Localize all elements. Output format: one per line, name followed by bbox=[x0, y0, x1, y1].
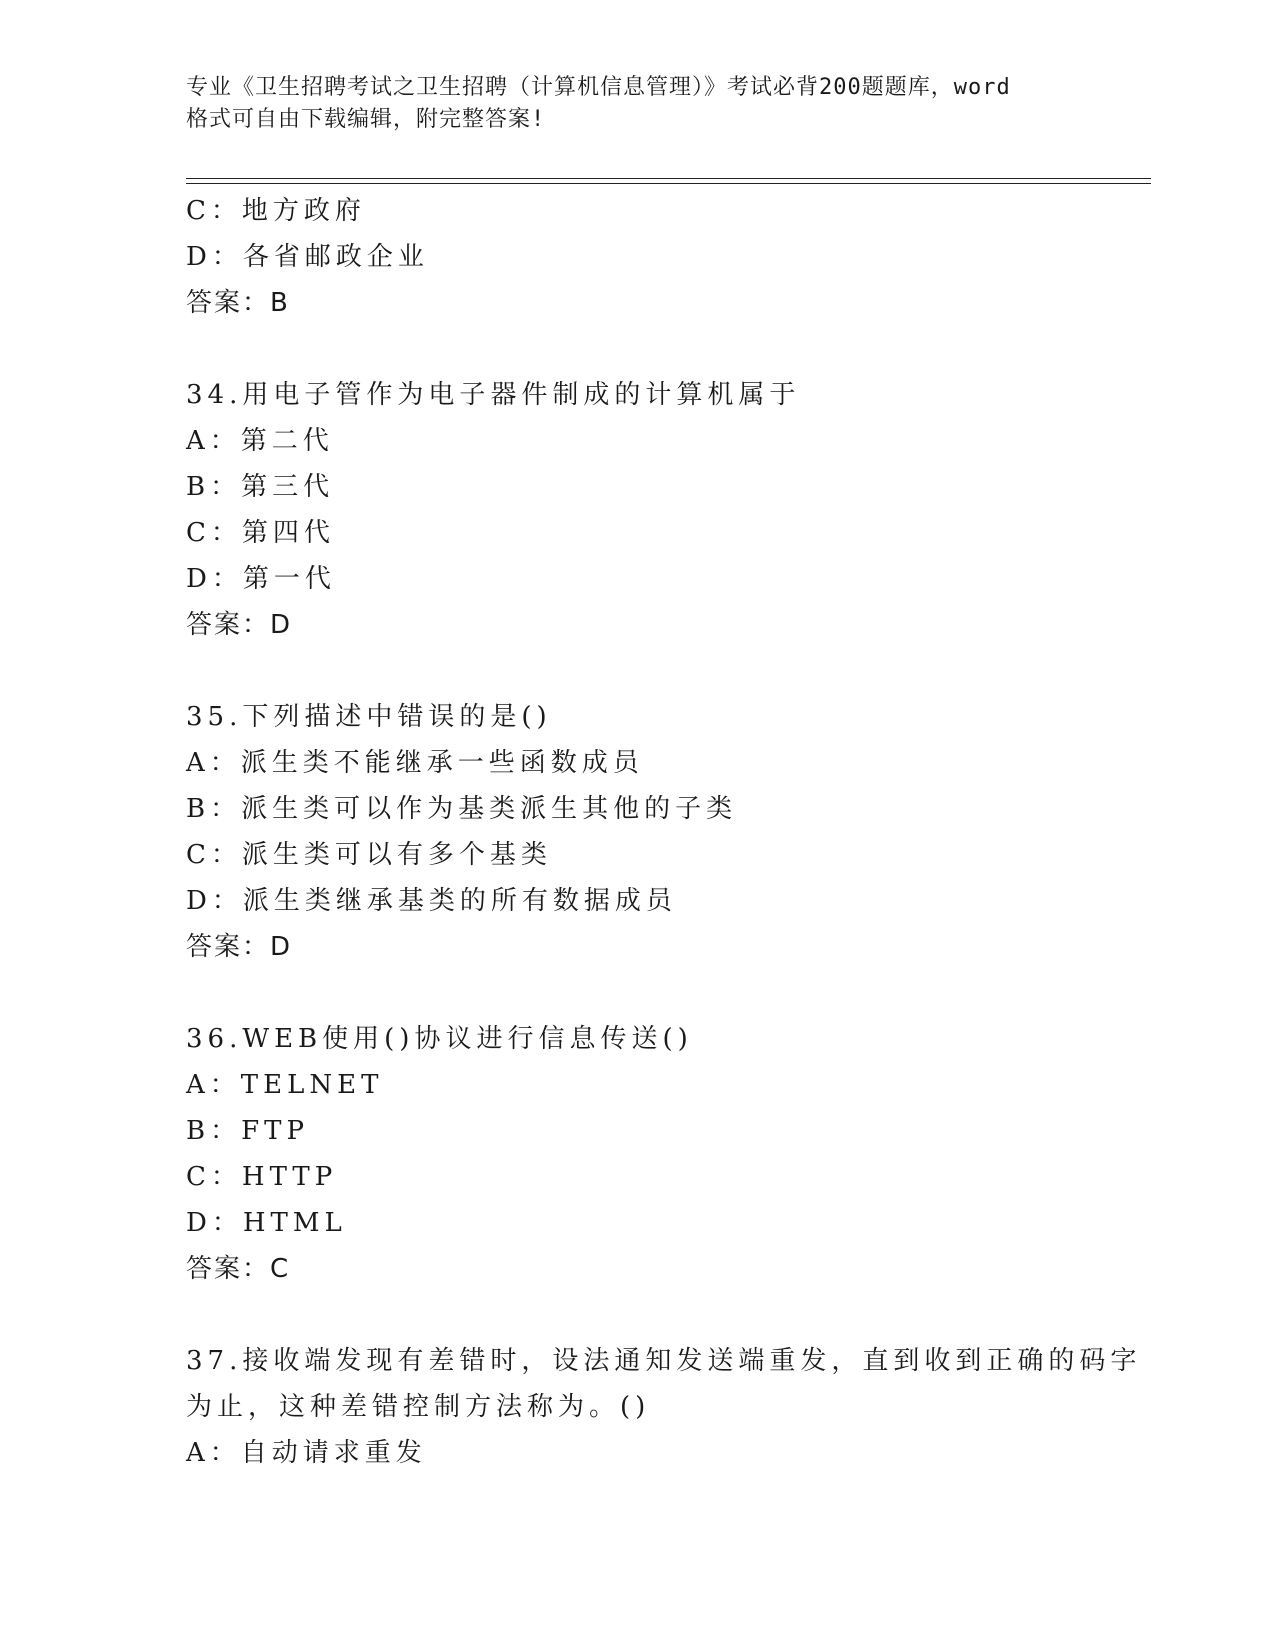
option-c: C：地方政府 bbox=[186, 196, 366, 226]
option-c: C：第四代 bbox=[186, 518, 335, 548]
option-b: B：第三代 bbox=[186, 472, 335, 502]
option-a: A：第二代 bbox=[186, 426, 334, 456]
question-37-text-line-2: 为止，这种差错控制方法称为。() bbox=[186, 1392, 651, 1422]
question-35-text: 35.下列描述中错误的是() bbox=[186, 702, 552, 732]
question-list bbox=[186, 188, 1151, 1476]
answer-line: 答案：D bbox=[186, 610, 293, 640]
answer-line: 答案：C bbox=[186, 1254, 291, 1284]
answer-line: 答案：B bbox=[186, 288, 290, 318]
question-34-text: 34.用电子管作为电子器件制成的计算机属于 bbox=[186, 380, 801, 410]
header-line-2: 格式可自由下载编辑，附完整答案! bbox=[186, 107, 546, 132]
option-c: C：派生类可以有多个基类 bbox=[186, 840, 552, 870]
answer-line: 答案：D bbox=[186, 932, 293, 962]
option-d: D：HTML bbox=[186, 1208, 347, 1238]
option-c: C：HTTP bbox=[186, 1162, 338, 1192]
question-36-text: 36.WEB使用()协议进行信息传送() bbox=[186, 1024, 693, 1054]
question-37-text-line-1: 37.接收端发现有差错时，设法通知发送端重发，直到收到正确的码字 bbox=[186, 1346, 1142, 1376]
document-header bbox=[186, 72, 1086, 136]
option-b: B：派生类可以作为基类派生其他的子类 bbox=[186, 794, 738, 824]
header-divider-top bbox=[186, 178, 1151, 179]
header-divider-bottom bbox=[186, 183, 1151, 184]
option-a: A：TELNET bbox=[186, 1070, 384, 1100]
option-d: D：派生类继承基类的所有数据成员 bbox=[186, 886, 677, 916]
option-a: A：派生类不能继承一些函数成员 bbox=[186, 748, 644, 778]
option-d: D：各省邮政企业 bbox=[186, 242, 429, 272]
option-d: D：第一代 bbox=[186, 564, 336, 594]
option-a: A：自动请求重发 bbox=[186, 1438, 427, 1468]
header-line-1: 专业《卫生招聘考试之卫生招聘（计算机信息管理）》考试必背200题题库，word bbox=[186, 75, 1011, 100]
option-b: B：FTP bbox=[186, 1116, 309, 1146]
